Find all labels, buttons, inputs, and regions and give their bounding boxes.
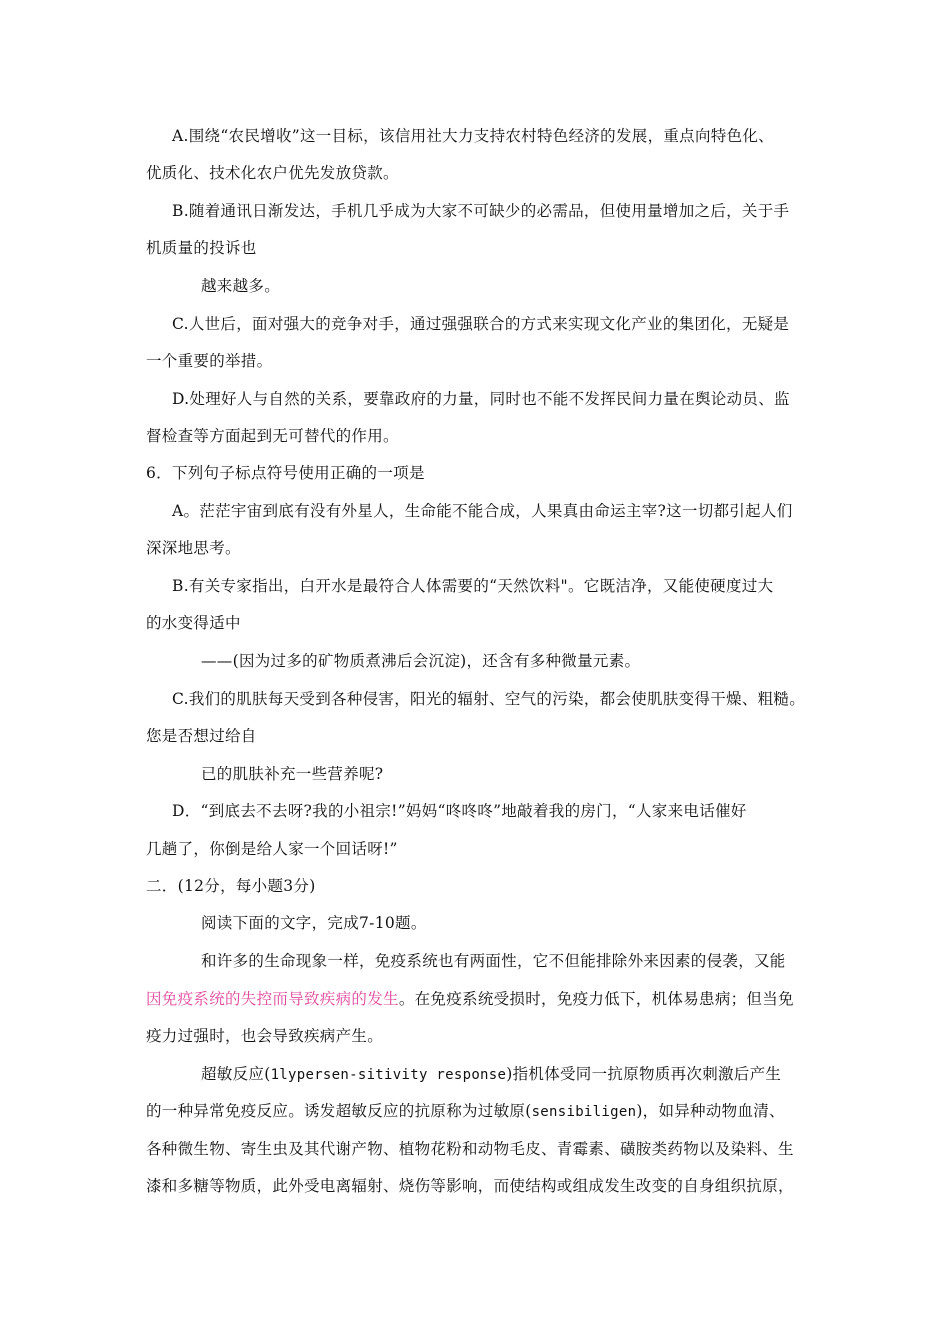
passage-p2-line2 (146, 1100, 785, 1123)
q6-option-b-line3: ——(因为过多的矿物质煮沸后会沉淀)，还含有多种微量元素。 (201, 652, 641, 670)
q5-option-c-line1: C.人世后，面对强大的竞争对手，通过强强联合的方式来实现文化产业的集团化，无疑是 (172, 315, 790, 333)
q5-option-a-line2: 优质化、技术化农户优先发放贷款。 (146, 164, 399, 182)
q5-option-c-line2: 一个重要的举措。 (146, 352, 273, 370)
q6-option-a-line2: 深深地思考。 (146, 539, 241, 557)
q5-option-a-line1: A.围绕“农民增收”这一目标，该信用社大力支持农村特色经济的发展，重点向特色化、 (172, 127, 774, 145)
passage-p2-english-term-2: sensibiligen (531, 1104, 637, 1120)
passage-p1-line1: 和许多的生命现象一样，免疫系统也有两面性，它不但能排除外来因素的侵袭，又能 (201, 952, 786, 970)
q5-option-b-line1: B.随着通讯日渐发达，手机几乎成为大家不可缺少的必需品，但使用量增加之后，关于手 (172, 202, 790, 220)
passage-p1-line3: 疫力过强时，也会导致疾病产生。 (146, 1027, 384, 1045)
passage-p2-line1-part-c: )指机体受同一抗原物质再次刺激后产生 (506, 1065, 782, 1083)
q6-option-c-line3: 已的肌肤补充一些营养呢? (201, 765, 384, 783)
passage-p2-line3: 各种微生物、寄生虫及其代谢产物、植物花粉和动物毛皮、青霉素、磺胺类药物以及染料、生 (146, 1140, 794, 1158)
q6-stem: 6．下列句子标点符号使用正确的一项是 (146, 464, 425, 482)
q5-option-b-line2: 机质量的投诉也 (146, 239, 257, 257)
q5-option-b-line3: 越来越多。 (201, 277, 281, 295)
q6-option-d-line2: 几趟了，你倒是给人家一个回话呀!” (146, 840, 398, 858)
q6-option-c-line2: 您是否想过给自 (146, 727, 257, 745)
passage-p2-english-term: 1lypersen-sitivity response (270, 1067, 507, 1083)
q5-option-d-line2: 督检查等方面起到无可替代的作用。 (146, 427, 399, 445)
passage-p2-line1 (201, 1063, 781, 1086)
section2-heading: 二．(12分，每小题3分) (146, 877, 316, 895)
q6-option-c-line1: C.我们的肌肤每天受到各种侵害，阳光的辐射、空气的污染，都会使肌肤变得干燥、粗糙。 (172, 690, 806, 708)
highlighted-phrase: 因免疫系统的失控而导致疾病的发生 (146, 990, 399, 1008)
section2-instruction: 阅读下面的文字，完成7-10题。 (201, 914, 427, 932)
q6-option-b-line1: B.有关专家指出，白开水是最符合人体需要的“天然饮料"。它既洁净，又能使硬度过大 (172, 577, 774, 595)
passage-p2-line4: 漆和多糖等物质，此外受电离辐射、烧伤等影响，而使结构或组成发生改变的自身组织抗原， (146, 1177, 794, 1195)
passage-p1-line2-rest: 。在免疫系统受损时，免疫力低下，机体易患病；但当免 (398, 990, 794, 1008)
passage-p1-line2 (146, 988, 794, 1010)
q5-option-d-line1: D.处理好人与自然的关系，要靠政府的力量，同时也不能不发挥民间力量在舆论动员、监 (172, 390, 790, 408)
passage-p2-line1-part-a: 超敏反应( (201, 1065, 271, 1083)
q6-option-b-line2: 的水变得适中 (146, 614, 241, 632)
q6-option-a-line1: A。茫茫宇宙到底有没有外星人，生命能不能合成，人果真由命运主宰?这一切都引起人们 (172, 502, 793, 520)
passage-p2-line2-part-c: )，如异种动物血清、 (636, 1102, 785, 1120)
q6-option-d-line1: D．“到底去不去呀?我的小祖宗!”妈妈“咚咚咚”地敲着我的房门，“人家来电话催好 (172, 802, 747, 820)
passage-p2-line2-part-a: 的一种异常免疫反应。诱发超敏反应的抗原称为过敏原( (146, 1102, 532, 1120)
